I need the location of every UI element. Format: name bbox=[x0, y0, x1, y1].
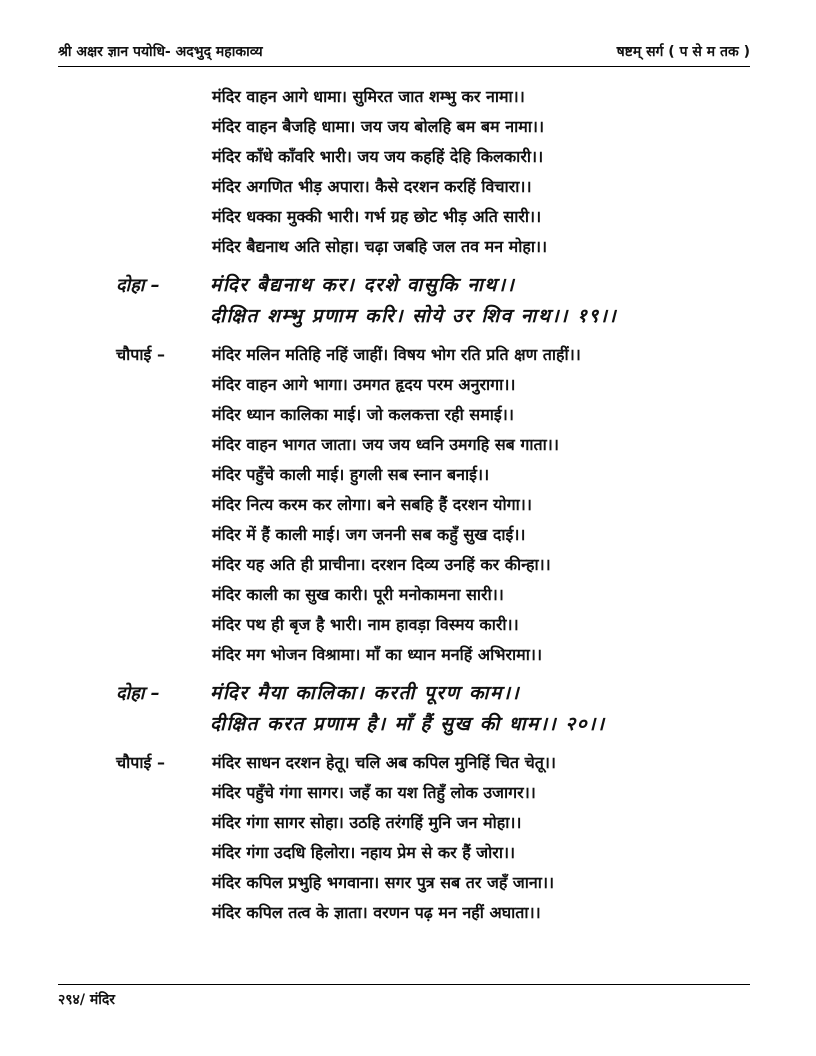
verse-line: मंदिर मग भोजन विश्रामा। माँ का ध्यान मनहिं अभिरामा।। bbox=[212, 645, 543, 664]
verse-line: मंदिर अगणित भीड़ अपारा। कैसे दरशन करहिं विचारा।। bbox=[212, 177, 532, 196]
verse-line: मंदिर पहुँचे काली माई। हुगली सब स्नान बनाई।। bbox=[212, 465, 490, 484]
chapter-title: षष्टम् सर्ग ( प से म तक ) bbox=[616, 44, 750, 60]
verse-line: मंदिर पथ ही बृज है भारी। नाम हावड़ा विस्मय कारी।। bbox=[212, 615, 519, 634]
verse-line: मंदिर गंगा सागर सोहा। उठहि तरंगहिं मुनि जन मोहा।। bbox=[212, 813, 522, 832]
footer-rule bbox=[58, 984, 750, 985]
verse-line: चौपाई – मंदिर मलिन मतिहि नहिं जाहीं। विषय भोग रति प्रति क्षण ताहीं।। bbox=[0, 340, 816, 370]
doha-line: दोहा – मंदिर मैया कालिका। करती पूरण काम।। bbox=[0, 678, 816, 709]
verse-line: चौपाई – मंदिर साधन दरशन हेतू। चलि अब कपिल मुनिहिं चित चेतू।। bbox=[0, 748, 816, 778]
verse-line: मंदिर गंगा उदधि हिलोरा। नहाय प्रेम से कर हैं जोरा।। bbox=[212, 843, 516, 862]
poem-body bbox=[0, 82, 816, 928]
verse-line: मंदिर नित्य करम कर लोगा। बने सबहि हैं दरशन योगा।। bbox=[212, 495, 532, 514]
verse-line: मंदिर वाहन बैजहि धामा। जय जय बोलहि बम बम नामा।। bbox=[212, 117, 545, 136]
doha-label: दोहा – bbox=[116, 683, 160, 704]
doha-line: दीक्षित करत प्रणाम है। माँ हैं सुख की धाम।। २०।। bbox=[210, 713, 606, 735]
verse-line: मंदिर पहुँचे गंगा सागर। जहँ का यश तिहुँ लोक उजागर।। bbox=[212, 783, 536, 802]
verse-line: मंदिर वाहन आगे भागा। उमगत हृदय परम अनुरागा।। bbox=[212, 375, 516, 394]
header-rule bbox=[58, 66, 750, 67]
page-number: २९४/ मंदिर bbox=[58, 992, 115, 1008]
verse-line: मंदिर कपिल प्रभुहि भगवाना। सगर पुत्र सब तर जहँ जाना।। bbox=[212, 873, 555, 892]
book-title: श्री अक्षर ज्ञान पयोधि- अदभुद् महाकाव्य bbox=[58, 44, 263, 60]
chaupai-label: चौपाई – bbox=[116, 753, 165, 772]
verse-line: मंदिर वाहन आगे धामा। सुमिरत जात शम्भु कर नामा।। bbox=[212, 87, 525, 106]
doha-line: दीक्षित शम्भु प्रणाम करि। सोये उर शिव नाथ।। १९।। bbox=[210, 305, 618, 327]
verse-line: मंदिर धक्का मुक्की भारी। गर्भ ग्रह छोट भीड़ अति सारी।। bbox=[212, 207, 542, 226]
page-header bbox=[58, 40, 750, 64]
verse-line: मंदिर ध्यान कालिका माई। जो कलकत्ता रही समाई।। bbox=[212, 405, 514, 424]
doha-line: दोहा – मंदिर बैद्यनाथ कर। दरशे वासुकि नाथ।। bbox=[0, 270, 816, 301]
doha-label: दोहा – bbox=[116, 275, 160, 296]
verse-line: मंदिर बैद्यनाथ अति सोहा। चढ़ा जबहि जल तव मन मोहा।। bbox=[212, 237, 548, 256]
verse-line: मंदिर यह अति ही प्राचीना। दरशन दिव्य उनहिं कर कीन्हा।। bbox=[212, 555, 551, 574]
verse-line: मंदिर में हैं काली माई। जग जननी सब कहुँ सुख दाई।। bbox=[212, 525, 526, 544]
chaupai-label: चौपाई – bbox=[116, 345, 165, 364]
verse-line: मंदिर काली का सुख कारी। पूरी मनोकामना सारी।। bbox=[212, 585, 504, 604]
verse-line: मंदिर वाहन भागत जाता। जय जय ध्वनि उमगहि सब गाता।। bbox=[212, 435, 559, 454]
verse-line: मंदिर काँधे काँवरि भारी। जय जय कहहिं देहि किलकारी।। bbox=[212, 147, 544, 166]
verse-line: मंदिर कपिल तत्व के ज्ञाता। वरणन पढ़ मन नहीं अघाता।। bbox=[212, 903, 541, 922]
